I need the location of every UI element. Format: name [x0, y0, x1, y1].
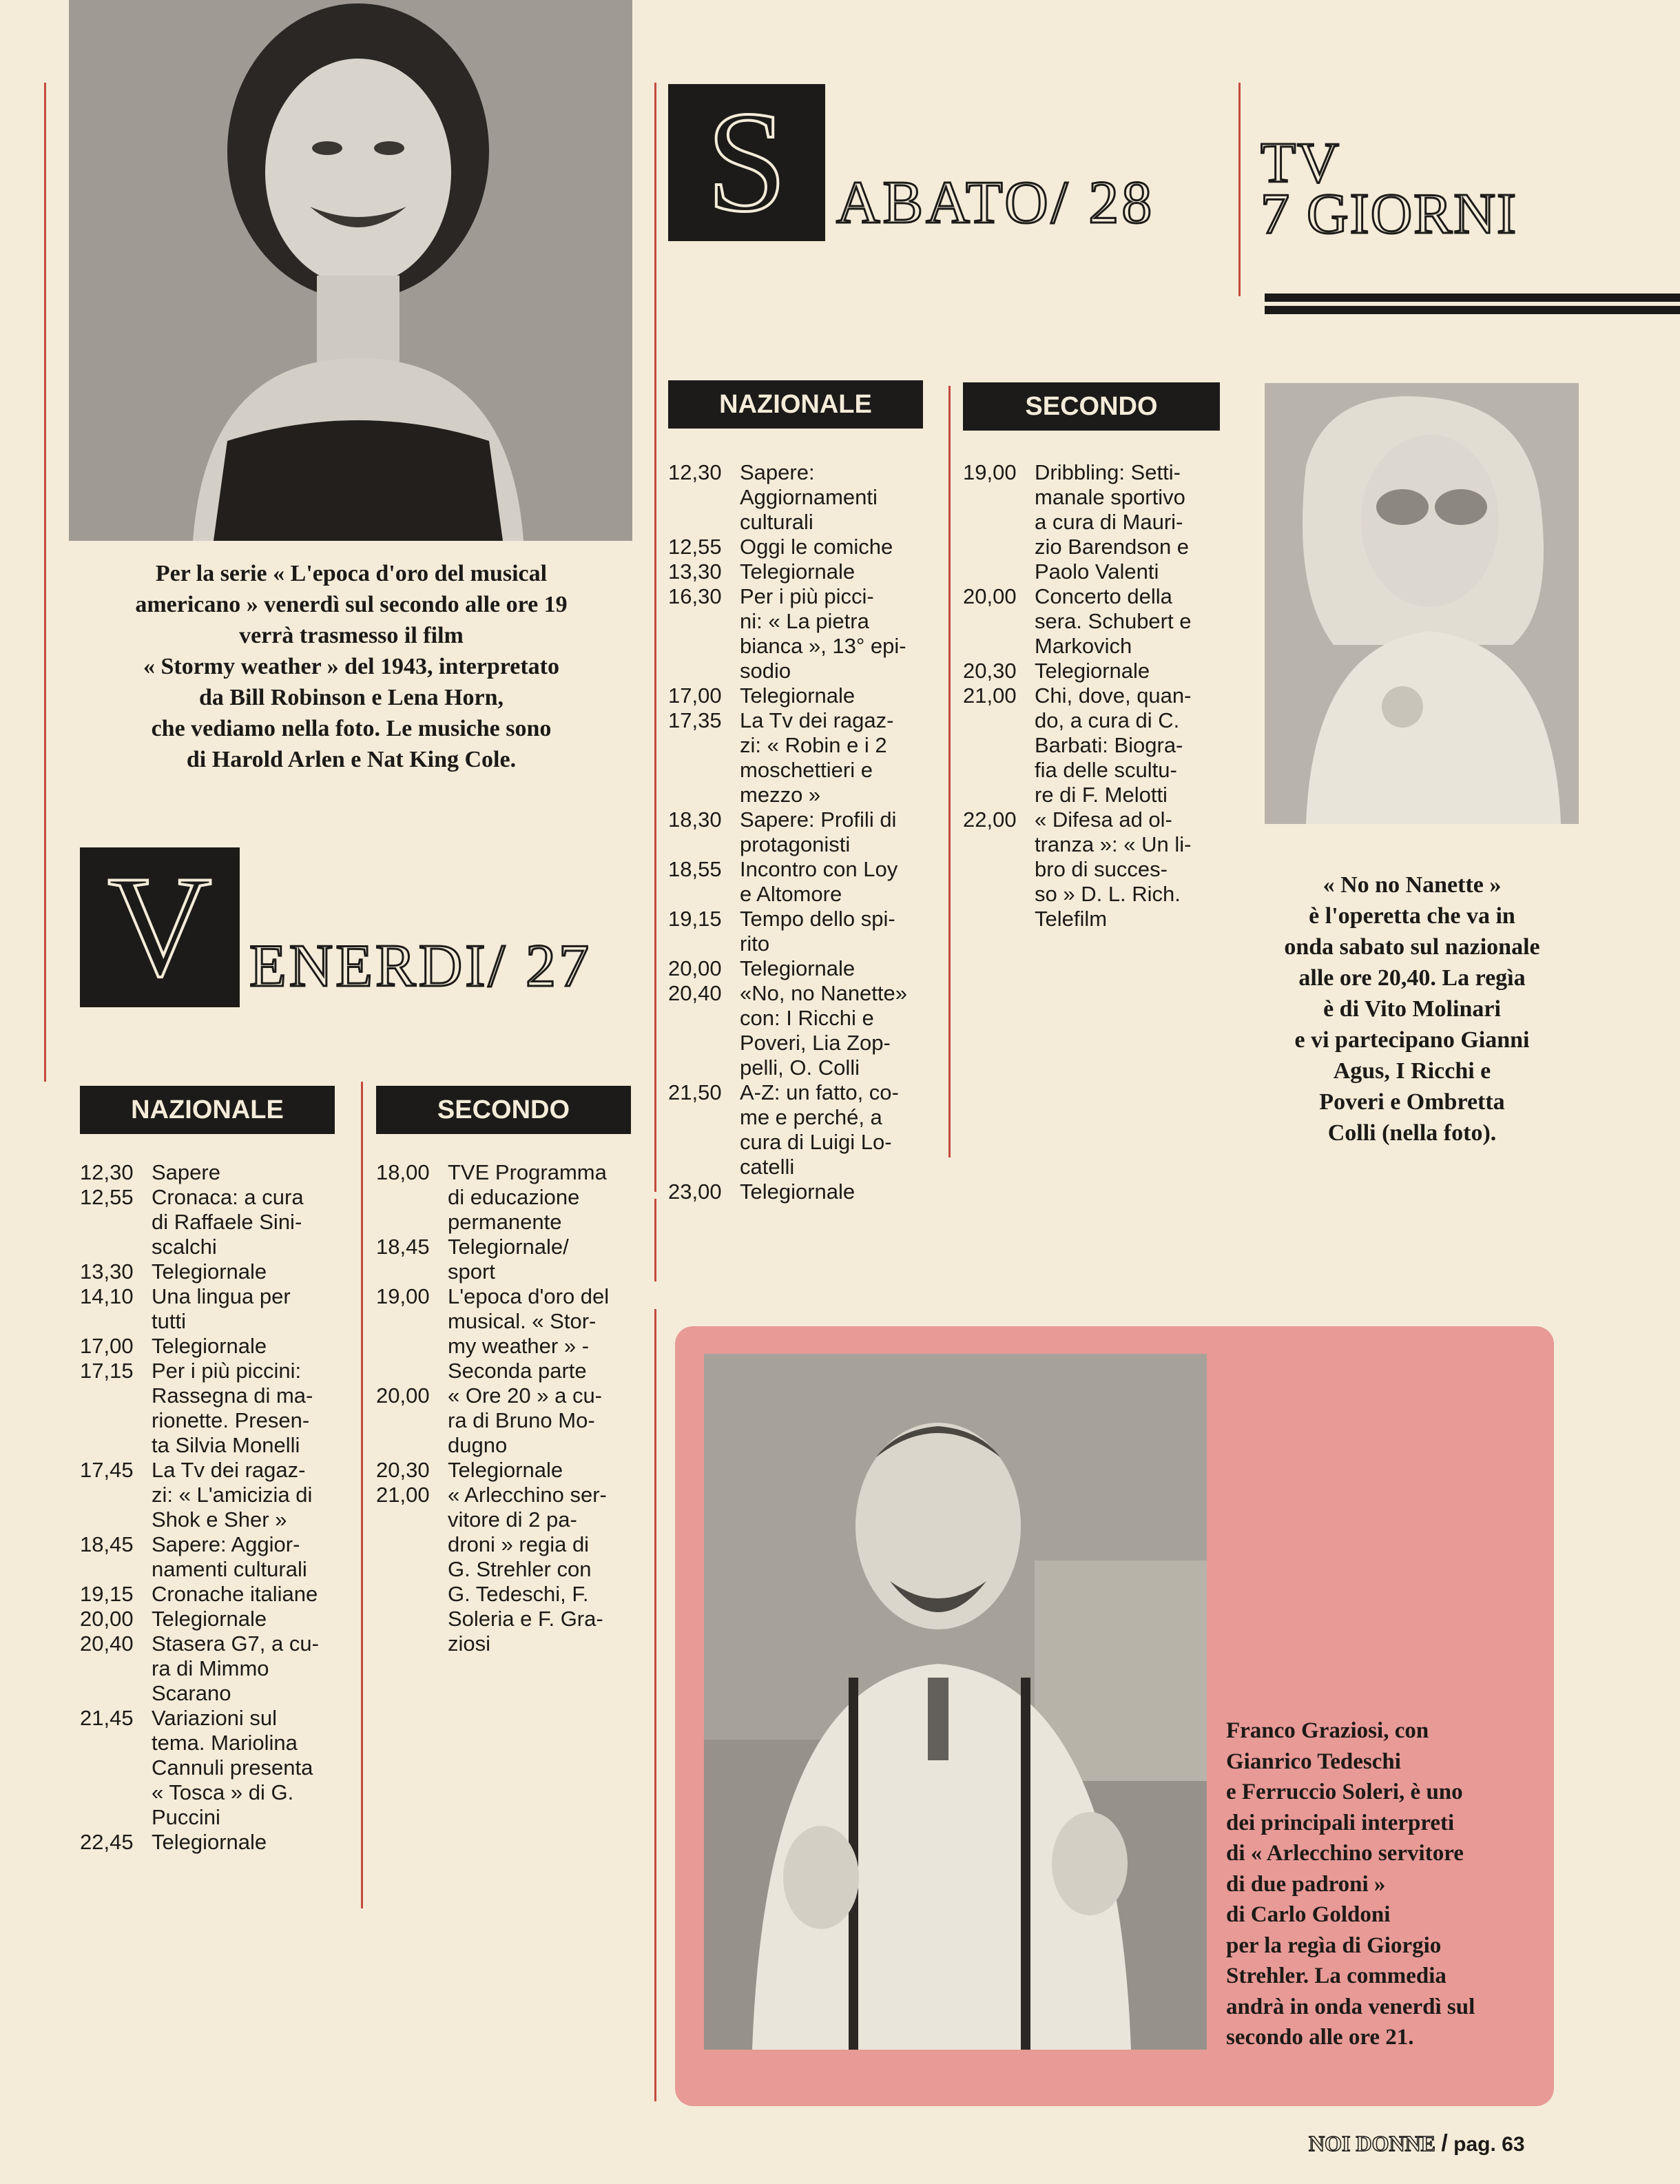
schedule-line: Telegiornale [740, 683, 855, 708]
schedule-description [152, 1631, 349, 1706]
schedule-row [80, 1532, 349, 1582]
schedule-line: La Tv dei ragaz- [740, 708, 894, 732]
venerdi-nazionale-schedule [80, 1160, 349, 1855]
schedule-line: sera. Schubert e [1035, 609, 1192, 633]
schedule-line: A-Z: un fatto, co- [740, 1080, 899, 1104]
schedule-time: 20,40 [80, 1631, 134, 1656]
schedule-description [448, 1284, 645, 1383]
caption-line: Strehler. La commedia [1226, 1964, 1446, 1988]
schedule-time: 22,45 [80, 1830, 134, 1854]
schedule-description [448, 1160, 645, 1235]
schedule-description [740, 1080, 930, 1179]
caption-line: secondo alle ore 21. [1226, 2025, 1414, 2050]
schedule-line: Aggiornamenti [740, 485, 878, 509]
schedule-line: Cronache italiane [152, 1582, 318, 1606]
schedule-row [80, 1259, 349, 1284]
schedule-line: Markovich [1035, 634, 1132, 658]
photo-ombretta-colli [1265, 383, 1579, 824]
caption-stormy-weather [76, 558, 627, 775]
schedule-row [668, 956, 930, 981]
schedule-line: Concerto della [1035, 584, 1172, 608]
schedule-line: Incontro con Loy [740, 857, 898, 881]
schedule-line: con: I Ricchi e [740, 1006, 874, 1030]
schedule-line: Per i più piccini: [152, 1359, 302, 1383]
tv-title-line: TV [1261, 131, 1340, 195]
schedule-time: 21,00 [376, 1483, 430, 1507]
schedule-line: Telefilm [1035, 907, 1108, 931]
schedule-time: 20,30 [963, 659, 1017, 683]
venerdi-heading: ENERDI/ 27 [249, 933, 592, 1000]
schedule-time: 20,00 [963, 584, 1017, 608]
schedule-line: a cura di Mauri- [1035, 510, 1183, 534]
schedule-line: Paolo Valenti [1035, 559, 1159, 584]
schedule-line: Sapere: Profili di [740, 807, 897, 832]
schedule-row [668, 857, 930, 907]
caption-line: di due padroni » [1226, 1871, 1386, 1897]
schedule-time: 12,30 [668, 460, 722, 484]
schedule-row [376, 1284, 645, 1383]
schedule-line: bro di succes- [1035, 857, 1168, 881]
schedule-row [80, 1284, 349, 1334]
schedule-line: Telegiornale [152, 1259, 267, 1284]
schedule-line: G. Strehler con [448, 1557, 592, 1581]
schedule-time: 22,00 [963, 807, 1017, 832]
schedule-description [1035, 460, 1225, 584]
schedule-line: protagonisti [740, 832, 851, 856]
schedule-description [740, 683, 930, 708]
schedule-line: Stasera G7, a cu- [152, 1631, 319, 1656]
schedule-line: Tempo dello spi- [740, 907, 895, 931]
schedule-line: Cannuli presenta [152, 1755, 313, 1780]
schedule-row [668, 683, 930, 708]
schedule-line: vitore di 2 pa- [448, 1507, 577, 1532]
schedule-description [740, 956, 930, 981]
schedule-time: 21,50 [668, 1080, 722, 1104]
schedule-description [1035, 659, 1225, 683]
schedule-time: 19,00 [376, 1284, 430, 1308]
schedule-row [668, 584, 930, 683]
schedule-description [740, 460, 930, 535]
schedule-row [963, 460, 1225, 584]
schedule-line: Rassegna di ma- [152, 1383, 313, 1408]
tv-7-giorni-title [1261, 131, 1517, 246]
schedule-time: 21,45 [80, 1706, 134, 1730]
schedule-description [448, 1383, 645, 1458]
schedule-row [668, 535, 930, 559]
schedule-time: 18,55 [668, 857, 722, 881]
caption-line: americano » venerdì sul secondo alle ore 19 [135, 592, 568, 617]
schedule-line: catelli [740, 1155, 795, 1179]
schedule-time: 17,45 [80, 1458, 134, 1482]
schedule-time: 18,45 [80, 1532, 134, 1556]
caption-line: Per la serie « L'epoca d'oro del musical [155, 561, 548, 586]
caption-line: da Bill Robinson e Lena Horn, [198, 685, 504, 710]
schedule-time: 20,00 [376, 1383, 430, 1408]
schedule-line: Dribbling: Setti- [1035, 460, 1181, 484]
schedule-row [376, 1235, 645, 1284]
schedule-line: zio Barendson e [1035, 535, 1190, 559]
schedule-line: my weather » - [448, 1334, 590, 1358]
schedule-line: Telegiornale [152, 1334, 267, 1358]
schedule-row [80, 1706, 349, 1830]
schedule-row [376, 1383, 645, 1458]
schedule-line: Scarano [152, 1681, 231, 1705]
schedule-line: ni: « La pietra [740, 609, 869, 633]
venerdi-secondo-schedule [376, 1160, 645, 1656]
schedule-line: tema. Mariolina [152, 1731, 298, 1755]
schedule-line: sport [448, 1259, 495, 1284]
schedule-line: Telegiornale [740, 1179, 855, 1204]
caption-line: Poveri e Ombretta [1319, 1089, 1505, 1115]
schedule-time: 18,30 [668, 807, 722, 832]
caption-line: andrà in onda venerdì sul [1226, 1994, 1475, 2019]
caption-line: di Harold Arlen e Nat King Cole. [186, 747, 517, 772]
schedule-line: Sapere [152, 1160, 220, 1184]
schedule-row [80, 1160, 349, 1185]
schedule-line: Seconda parte [448, 1359, 587, 1383]
schedule-description [740, 584, 930, 683]
schedule-line: ta Silvia Monelli [152, 1433, 300, 1457]
schedule-description [740, 708, 930, 807]
sabato-secondo-schedule [963, 460, 1225, 931]
schedule-line: di Raffaele Sini- [152, 1210, 302, 1234]
schedule-line: moschettieri e [740, 758, 873, 782]
column-rule [654, 1199, 656, 1281]
schedule-line: namenti culturali [152, 1557, 307, 1581]
caption-line: dei principali interpreti [1226, 1810, 1455, 1835]
caption-line: è di Vito Molinari [1323, 996, 1501, 1022]
schedule-time: 17,00 [80, 1334, 134, 1358]
schedule-row [963, 584, 1225, 659]
schedule-line: Soleria e F. Gra- [448, 1607, 603, 1631]
schedule-time: 20,00 [80, 1607, 134, 1631]
schedule-line: zi: « L'amicizia di [152, 1483, 313, 1507]
caption-line: « Stormy weather » del 1943, interpretato [143, 654, 559, 679]
schedule-line: Sapere: Aggior- [152, 1532, 300, 1556]
schedule-line: permanente [448, 1210, 562, 1234]
sabato-letter: S [706, 82, 787, 242]
schedule-row [80, 1830, 349, 1855]
sabato-nazionale-header: NAZIONALE [668, 380, 923, 429]
schedule-row [80, 1458, 349, 1532]
schedule-time: 18,00 [376, 1160, 430, 1184]
venerdi-initial [80, 847, 240, 1007]
schedule-line: tutti [152, 1309, 186, 1333]
schedule-description [152, 1284, 349, 1334]
schedule-time: 19,15 [80, 1582, 134, 1606]
schedule-row [963, 807, 1225, 931]
schedule-line: Telegiornale/ [448, 1235, 569, 1259]
schedule-time: 12,55 [668, 535, 722, 559]
schedule-description [152, 1458, 349, 1532]
schedule-row [80, 1631, 349, 1706]
column-rule [1238, 83, 1241, 296]
schedule-description [152, 1532, 349, 1582]
caption-line: onda sabato sul nazionale [1284, 934, 1540, 960]
schedule-line: dugno [448, 1433, 508, 1457]
schedule-description [152, 1334, 349, 1359]
schedule-line: ra di Bruno Mo- [448, 1408, 595, 1432]
magazine-name: NOI DONNE [1309, 2131, 1436, 2156]
schedule-time: 18,45 [376, 1235, 430, 1259]
schedule-time: 13,30 [668, 559, 722, 584]
schedule-description [152, 1706, 349, 1830]
schedule-line: so » D. L. Rich. [1035, 882, 1181, 906]
schedule-row [668, 460, 930, 535]
schedule-line: culturali [740, 510, 813, 534]
photo-lena-horn [69, 0, 632, 541]
schedule-line: Shok e Sher » [152, 1507, 287, 1532]
schedule-line: Sapere: [740, 460, 815, 484]
column-rule [361, 1082, 363, 1908]
sabato-nazionale-schedule [668, 460, 930, 1204]
schedule-row [668, 807, 930, 857]
schedule-line: Puccini [152, 1805, 220, 1829]
schedule-line: droni » regia di [448, 1532, 590, 1556]
header-bar [1265, 293, 1680, 302]
schedule-line: TVE Programma [448, 1160, 607, 1184]
schedule-line: Telegiornale [152, 1607, 267, 1631]
schedule-row [376, 1458, 645, 1483]
schedule-description [152, 1607, 349, 1631]
schedule-time: 12,55 [80, 1185, 134, 1209]
schedule-row [80, 1334, 349, 1359]
schedule-description [740, 981, 930, 1080]
schedule-row [668, 1080, 930, 1179]
schedule-line: tranza »: « Un li- [1035, 832, 1192, 856]
venerdi-letter: V [107, 847, 212, 1007]
schedule-line: cura di Luigi Lo- [740, 1130, 892, 1154]
schedule-line: Barbati: Biogra- [1035, 733, 1183, 757]
caption-line: Gianrico Tedeschi [1226, 1749, 1401, 1774]
schedule-time: 16,30 [668, 584, 722, 608]
caption-line: Colli (nella foto). [1327, 1120, 1497, 1146]
schedule-description [740, 535, 930, 559]
schedule-row [80, 1607, 349, 1631]
schedule-line: L'epoca d'oro del [448, 1284, 610, 1308]
schedule-description [448, 1235, 645, 1284]
schedule-row [668, 1179, 930, 1204]
schedule-line: ziosi [448, 1631, 491, 1656]
schedule-row [376, 1160, 645, 1235]
schedule-description [152, 1185, 349, 1259]
schedule-line: Telegiornale [740, 956, 855, 980]
schedule-line: scalchi [152, 1235, 217, 1259]
schedule-row [668, 981, 930, 1080]
caption-line: e Ferruccio Soleri, è uno [1226, 1780, 1463, 1804]
column-rule [948, 386, 951, 1157]
schedule-line: Cronaca: a cura [152, 1185, 304, 1209]
schedule-line: « Arlecchino ser- [448, 1483, 607, 1507]
schedule-line: rionette. Presen- [152, 1408, 310, 1432]
schedule-line: ra di Mimmo [152, 1656, 269, 1680]
page-number: pag. 63 [1453, 2133, 1525, 2156]
schedule-time: 19,00 [963, 460, 1017, 484]
schedule-row [80, 1359, 349, 1458]
schedule-line: bianca », 13° epi- [740, 634, 906, 658]
schedule-time: 19,15 [668, 907, 722, 931]
caption-line: Agus, I Ricchi e [1333, 1058, 1491, 1084]
schedule-time: 13,30 [80, 1259, 134, 1284]
schedule-line: « Ore 20 » a cu- [448, 1383, 603, 1408]
schedule-row [963, 683, 1225, 807]
schedule-line: sodio [740, 659, 791, 683]
schedule-line: Poveri, Lia Zop- [740, 1031, 891, 1055]
schedule-line: Una lingua per [152, 1284, 291, 1308]
schedule-time: 17,15 [80, 1359, 134, 1383]
schedule-description [152, 1830, 349, 1855]
page-footer [1309, 2130, 1525, 2157]
schedule-line: Chi, dove, quan- [1035, 683, 1192, 708]
schedule-description [152, 1160, 349, 1185]
schedule-line: musical. « Stor- [448, 1309, 597, 1333]
caption-line: per la regìa di Giorgio [1226, 1933, 1442, 1958]
footer-slash: / [1441, 2130, 1448, 2156]
schedule-description [152, 1582, 349, 1607]
schedule-line: e Altomore [740, 882, 842, 906]
schedule-description [1035, 683, 1225, 807]
schedule-line: zi: « Robin e i 2 [740, 733, 887, 757]
caption-line: Franco Graziosi, con [1226, 1718, 1429, 1743]
caption-line: alle ore 20,40. La regìa [1298, 965, 1526, 991]
schedule-line: manale sportivo [1035, 485, 1185, 509]
schedule-line: Telegiornale [448, 1458, 563, 1482]
caption-line: di Carlo Goldoni [1226, 1902, 1391, 1927]
schedule-row [80, 1185, 349, 1259]
schedule-row [80, 1582, 349, 1607]
sabato-heading: ABATO/ 28 [836, 169, 1155, 236]
schedule-time: 20,00 [668, 956, 722, 980]
column-rule [654, 1309, 656, 2101]
schedule-row [668, 907, 930, 956]
photo-franco-graziosi [704, 1354, 1207, 2050]
schedule-description [448, 1458, 645, 1483]
schedule-line: « Difesa ad ol- [1035, 807, 1172, 832]
schedule-line: Telegiornale [740, 559, 855, 584]
schedule-time: 20,30 [376, 1458, 430, 1482]
schedule-description [740, 857, 930, 907]
schedule-time: 21,00 [963, 683, 1017, 708]
venerdi-nazionale-header: NAZIONALE [80, 1086, 335, 1134]
caption-line: e vi partecipano Gianni [1294, 1027, 1530, 1053]
schedule-line: fia delle scultu- [1035, 758, 1177, 782]
schedule-line: Telegiornale [1035, 659, 1150, 683]
schedule-description [740, 907, 930, 956]
schedule-description [448, 1483, 645, 1656]
caption-line: « No no Nanette » [1323, 872, 1502, 898]
schedule-line: di educazione [448, 1185, 580, 1209]
schedule-line: Variazioni sul [152, 1706, 278, 1730]
schedule-line: re di F. Melotti [1035, 783, 1168, 807]
schedule-time: 20,40 [668, 981, 722, 1005]
schedule-description [740, 807, 930, 857]
schedule-time: 17,00 [668, 683, 722, 708]
sabato-initial [668, 84, 825, 241]
caption-line: è l'operetta che va in [1309, 903, 1515, 929]
schedule-description [740, 559, 930, 584]
column-rule [44, 83, 46, 1082]
schedule-row [963, 659, 1225, 683]
schedule-description [1035, 584, 1225, 659]
header-bar [1265, 306, 1680, 314]
caption-line: che vediamo nella foto. Le musiche sono [151, 716, 552, 741]
schedule-time: 14,10 [80, 1284, 134, 1308]
venerdi-secondo-header: SECONDO [376, 1086, 631, 1134]
schedule-line: me e perché, a [740, 1105, 882, 1129]
schedule-description [152, 1259, 349, 1284]
schedule-time: 23,00 [668, 1179, 722, 1204]
caption-franco-graziosi [1226, 1716, 1543, 2053]
sabato-secondo-header: SECONDO [963, 382, 1220, 431]
schedule-description [1035, 807, 1225, 931]
schedule-description [152, 1359, 349, 1458]
schedule-time: 12,30 [80, 1160, 134, 1184]
schedule-row [376, 1483, 645, 1656]
schedule-line: Per i più picci- [740, 584, 874, 608]
schedule-line: pelli, O. Colli [740, 1055, 860, 1080]
schedule-row [668, 708, 930, 807]
schedule-line: La Tv dei ragaz- [152, 1458, 306, 1482]
schedule-line: Oggi le comiche [740, 535, 893, 559]
caption-line: verrà trasmesso il film [239, 623, 464, 648]
schedule-line: Telegiornale [152, 1830, 267, 1854]
schedule-line: do, a cura di C. [1035, 708, 1180, 732]
schedule-line: rito [740, 931, 770, 956]
schedule-row [668, 559, 930, 584]
schedule-time: 17,35 [668, 708, 722, 732]
schedule-line: G. Tedeschi, F. [448, 1582, 589, 1606]
tv-title-line: 7 GIORNI [1261, 182, 1517, 246]
schedule-line: «No, no Nanette» [740, 981, 908, 1005]
caption-no-no-nanette [1240, 869, 1584, 1148]
column-rule [654, 83, 656, 1192]
caption-line: di « Arlecchino servitore [1226, 1841, 1464, 1866]
schedule-line: « Tosca » di G. [152, 1780, 294, 1804]
schedule-line: mezzo » [740, 783, 821, 807]
schedule-description [740, 1179, 930, 1204]
